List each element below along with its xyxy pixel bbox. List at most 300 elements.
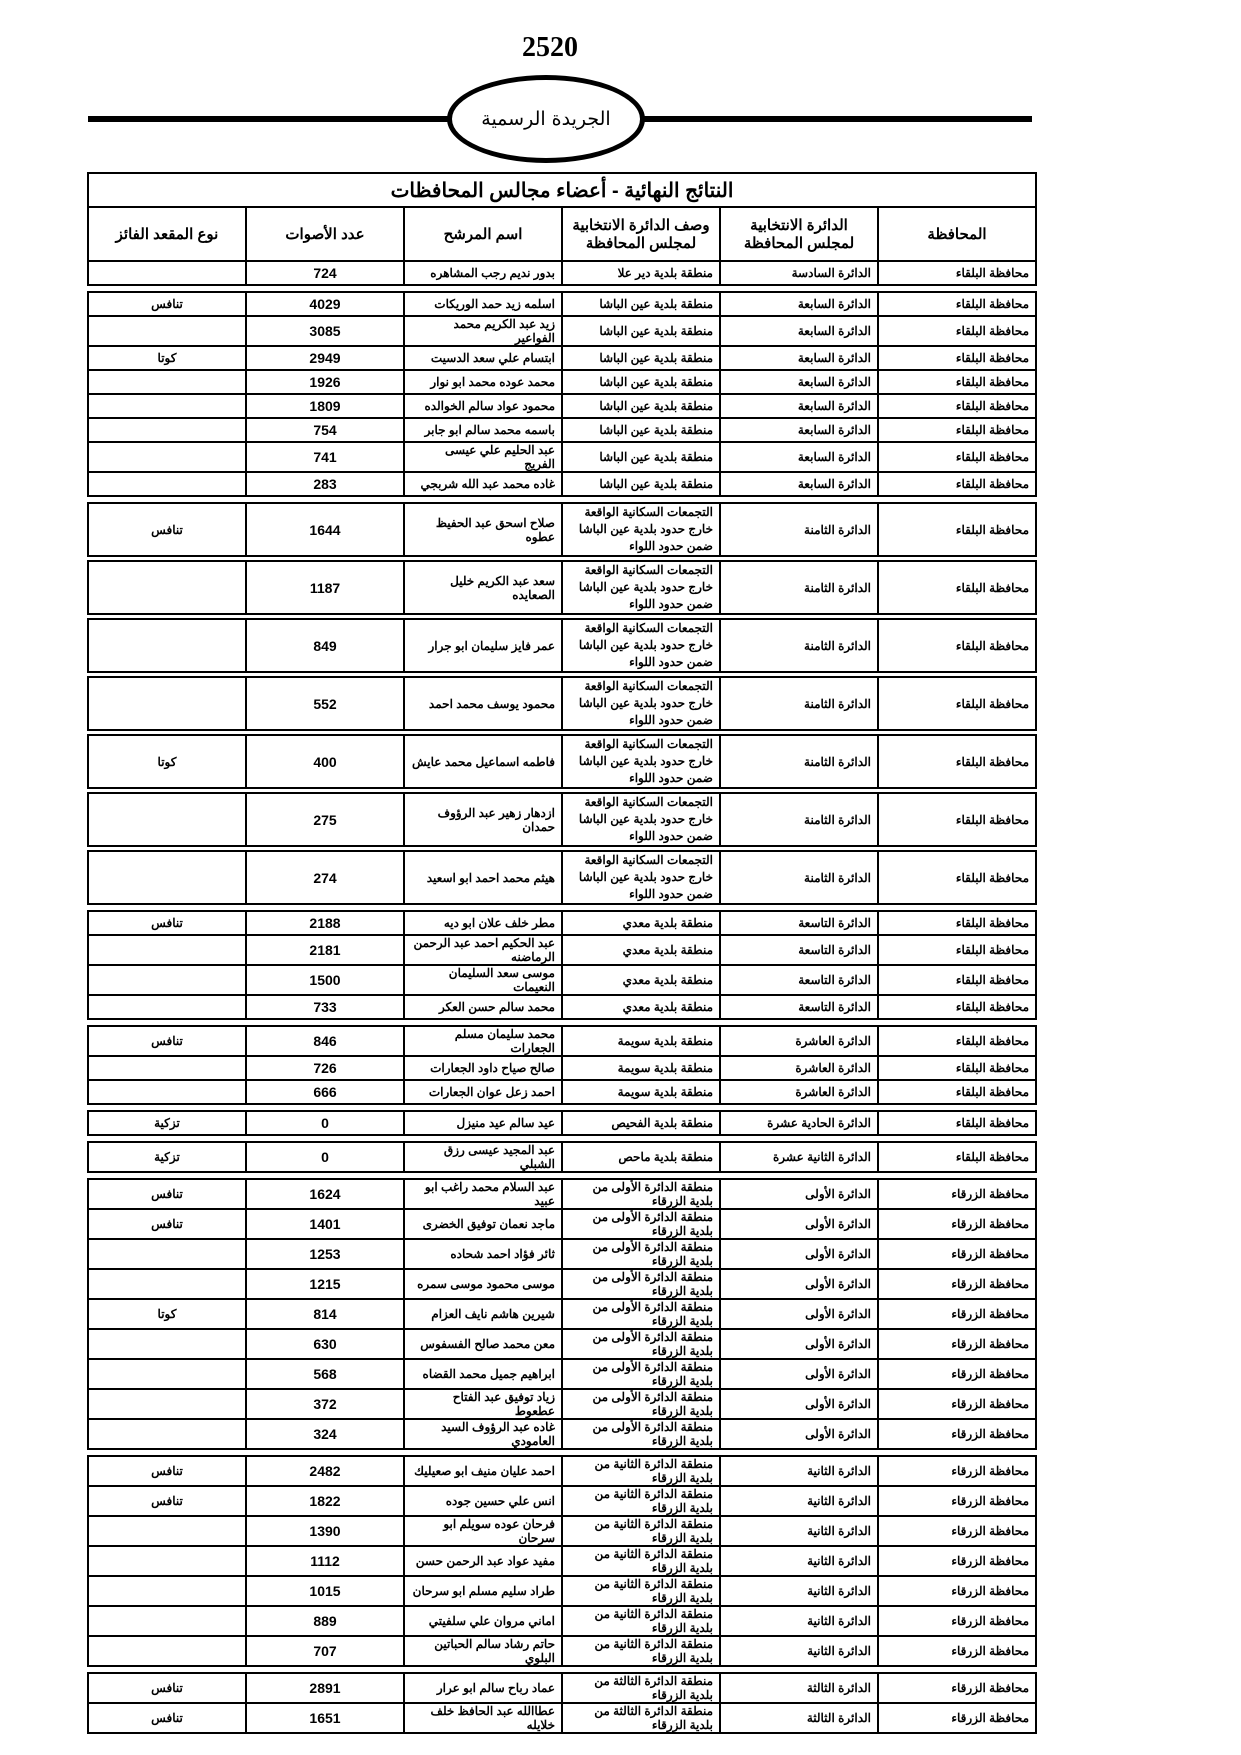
district-cell: الدائرة الأولى: [720, 1419, 878, 1449]
table-row: [88, 503, 1036, 556]
description-cell: منطقة بلدية سويمة: [562, 1056, 720, 1080]
group-gap: [88, 1449, 1036, 1456]
candidate-name-cell: انس علي حسين جوده: [404, 1486, 562, 1516]
candidate-name-cell: بدور نديم رجب المشاهره: [404, 261, 562, 285]
candidate-name-cell: اسلمه زيد حمد الوريكات: [404, 292, 562, 316]
seat-type-cell: [88, 1056, 246, 1080]
table-row: [88, 418, 1036, 442]
governorate-cell: محافظة الزرقاء: [878, 1703, 1036, 1733]
candidate-name-cell: فرحان عوده سويلم ابو سرحان: [404, 1516, 562, 1546]
votes-cell: 1809: [246, 394, 404, 418]
district-cell: الدائرة الثانية عشرة: [720, 1142, 878, 1172]
group-gap: [88, 1104, 1036, 1111]
governorate-cell: محافظة الزرقاء: [878, 1209, 1036, 1239]
description-cell: منطقة الدائرة الأولى من بلدية الزرقاء: [562, 1269, 720, 1299]
seat-type-cell: [88, 1080, 246, 1104]
district-cell: الدائرة الثانية: [720, 1636, 878, 1666]
candidate-name-cell: زيد عبد الكريم محمد الفواعير: [404, 316, 562, 346]
seat-type-cell: تنافس: [88, 503, 246, 556]
district-cell: الدائرة السابعة: [720, 418, 878, 442]
votes-cell: 324: [246, 1419, 404, 1449]
votes-cell: 733: [246, 995, 404, 1019]
votes-cell: 846: [246, 1026, 404, 1056]
table-row: [88, 1673, 1036, 1703]
description-cell: منطقة بلدية معدي: [562, 935, 720, 965]
table-row: [88, 292, 1036, 316]
candidate-name-cell: هيثم محمد احمد ابو اسعيد: [404, 851, 562, 904]
district-cell: الدائرة الأولى: [720, 1299, 878, 1329]
governorate-cell: محافظة البلقاء: [878, 1056, 1036, 1080]
governorate-cell: محافظة الزرقاء: [878, 1239, 1036, 1269]
description-cell: منطقة بلدية سويمة: [562, 1080, 720, 1104]
description-cell: منطقة الدائرة الأولى من بلدية الزرقاء: [562, 1179, 720, 1209]
governorate-cell: محافظة البلقاء: [878, 472, 1036, 496]
seat-type-cell: [88, 1516, 246, 1546]
table-row: [88, 1026, 1036, 1056]
district-cell: الدائرة التاسعة: [720, 935, 878, 965]
seat-type-cell: [88, 793, 246, 846]
table-row: [88, 1209, 1036, 1239]
governorate-cell: محافظة البلقاء: [878, 442, 1036, 472]
governorate-cell: محافظة البلقاء: [878, 261, 1036, 285]
seat-type-cell: [88, 442, 246, 472]
seat-type-cell: كوتا: [88, 1299, 246, 1329]
votes-cell: 1651: [246, 1703, 404, 1733]
seat-type-cell: [88, 619, 246, 672]
description-cell: منطقة بلدية عين الباشا: [562, 418, 720, 442]
seat-type-cell: [88, 472, 246, 496]
governorate-cell: محافظة البلقاء: [878, 1111, 1036, 1135]
candidate-name-cell: ازدهار زهير عبد الرؤوف حمدان: [404, 793, 562, 846]
table-row: [88, 1179, 1036, 1209]
seat-type-cell: [88, 1389, 246, 1419]
header-governorate: المحافظة: [878, 207, 1036, 261]
candidate-name-cell: عبد السلام محمد راغب ابو عبيد: [404, 1179, 562, 1209]
gazette-title: الجريدة الرسمية: [481, 108, 611, 130]
governorate-cell: محافظة البلقاء: [878, 561, 1036, 614]
description-cell: منطقة بلدية معدي: [562, 995, 720, 1019]
votes-cell: 1926: [246, 370, 404, 394]
seat-type-cell: تنافس: [88, 1179, 246, 1209]
district-cell: الدائرة الثامنة: [720, 561, 878, 614]
candidate-name-cell: محمد سليمان مسلم الجعارات: [404, 1026, 562, 1056]
governorate-cell: محافظة الزرقاء: [878, 1389, 1036, 1419]
district-cell: الدائرة الأولى: [720, 1179, 878, 1209]
votes-cell: 1215: [246, 1269, 404, 1299]
candidate-name-cell: احمد زعل عوان الجعارات: [404, 1080, 562, 1104]
seat-type-cell: [88, 394, 246, 418]
candidate-name-cell: ماجد نعمان توفيق الخضرى: [404, 1209, 562, 1239]
seat-type-cell: [88, 316, 246, 346]
candidate-name-cell: محمد عوده محمد ابو نوار: [404, 370, 562, 394]
table-row: [88, 965, 1036, 995]
seat-type-cell: [88, 851, 246, 904]
district-cell: الدائرة التاسعة: [720, 911, 878, 935]
governorate-cell: محافظة البلقاء: [878, 316, 1036, 346]
gap-cell: [88, 1019, 1036, 1026]
votes-cell: 1253: [246, 1239, 404, 1269]
candidate-name-cell: مفيد عواد عبد الرحمن حسن: [404, 1546, 562, 1576]
district-cell: الدائرة الثانية: [720, 1546, 878, 1576]
votes-cell: 4029: [246, 292, 404, 316]
governorate-cell: محافظة البلقاء: [878, 1142, 1036, 1172]
table-row: [88, 1419, 1036, 1449]
seat-type-cell: [88, 261, 246, 285]
district-cell: الدائرة الأولى: [720, 1209, 878, 1239]
candidate-name-cell: غاده عبد الرؤوف السيد العامودي: [404, 1419, 562, 1449]
page-number: 2520: [522, 32, 578, 63]
table-row: [88, 561, 1036, 614]
seat-type-cell: [88, 995, 246, 1019]
seat-type-cell: [88, 1606, 246, 1636]
seat-type-cell: تنافس: [88, 1486, 246, 1516]
seat-type-cell: تنافس: [88, 1026, 246, 1056]
seat-type-cell: [88, 1329, 246, 1359]
district-cell: الدائرة السابعة: [720, 472, 878, 496]
seat-type-cell: تنافس: [88, 1703, 246, 1733]
table-row: [88, 911, 1036, 935]
district-cell: الدائرة الثامنة: [720, 619, 878, 672]
candidate-name-cell: طراد سليم مسلم ابو سرحان: [404, 1576, 562, 1606]
group-gap: [88, 496, 1036, 503]
votes-cell: 1187: [246, 561, 404, 614]
governorate-cell: محافظة الزرقاء: [878, 1299, 1036, 1329]
table-row: [88, 1359, 1036, 1389]
table-row: [88, 851, 1036, 904]
gap-cell: [88, 496, 1036, 503]
description-cell: التجمعات السكانية الواقعة خارج حدود بلدية عين الباشا ضمن حدود اللواء: [562, 793, 720, 846]
candidate-name-cell: محمد سالم حسن العكر: [404, 995, 562, 1019]
governorate-cell: محافظة البلقاء: [878, 503, 1036, 556]
district-cell: الدائرة التاسعة: [720, 995, 878, 1019]
votes-cell: 741: [246, 442, 404, 472]
description-cell: منطقة الدائرة الثانية من بلدية الزرقاء: [562, 1486, 720, 1516]
candidate-name-cell: محمود عواد سالم الخوالده: [404, 394, 562, 418]
governorate-cell: محافظة الزرقاء: [878, 1636, 1036, 1666]
gap-cell: [88, 904, 1036, 911]
seat-type-cell: كوتا: [88, 346, 246, 370]
table-row: [88, 735, 1036, 788]
candidate-name-cell: عيد سالم عيد منيزل: [404, 1111, 562, 1135]
district-cell: الدائرة الثالثة: [720, 1673, 878, 1703]
governorate-cell: محافظة الزرقاء: [878, 1546, 1036, 1576]
votes-cell: 2181: [246, 935, 404, 965]
district-cell: الدائرة الأولى: [720, 1269, 878, 1299]
district-cell: الدائرة السابعة: [720, 394, 878, 418]
candidate-name-cell: مطر خلف علان ابو ديه: [404, 911, 562, 935]
table-row: [88, 1636, 1036, 1666]
description-cell: منطقة الدائرة الثانية من بلدية الزرقاء: [562, 1516, 720, 1546]
gap-cell: [88, 285, 1036, 292]
votes-cell: 2188: [246, 911, 404, 935]
table-title: النتائج النهائية - أعضاء مجالس المحافظات: [88, 173, 1036, 207]
description-cell: منطقة الدائرة الثالثة من بلدية الزرقاء: [562, 1703, 720, 1733]
candidate-name-cell: حاتم رشاد سالم الحباتين البلوي: [404, 1636, 562, 1666]
district-cell: الدائرة الثامنة: [720, 851, 878, 904]
seat-type-cell: [88, 418, 246, 442]
seat-type-cell: [88, 1546, 246, 1576]
gap-cell: [88, 1449, 1036, 1456]
votes-cell: 1390: [246, 1516, 404, 1546]
votes-cell: 889: [246, 1606, 404, 1636]
description-cell: منطقة بلدية معدي: [562, 965, 720, 995]
district-cell: الدائرة الثانية: [720, 1516, 878, 1546]
district-cell: الدائرة الأولى: [720, 1239, 878, 1269]
description-cell: التجمعات السكانية الواقعة خارج حدود بلدية عين الباشا ضمن حدود اللواء: [562, 619, 720, 672]
candidate-name-cell: زياد توفيق عبد الفتاح عطعوط: [404, 1389, 562, 1419]
description-cell: منطقة بلدية عين الباشا: [562, 292, 720, 316]
governorate-cell: محافظة الزرقاء: [878, 1269, 1036, 1299]
district-cell: الدائرة الثالثة: [720, 1703, 878, 1733]
header-candidate: اسم المرشح: [404, 207, 562, 261]
seat-type-cell: تنافس: [88, 1673, 246, 1703]
votes-cell: 849: [246, 619, 404, 672]
description-cell: منطقة بلدية عين الباشا: [562, 472, 720, 496]
description-cell: منطقة بلدية عين الباشا: [562, 442, 720, 472]
seat-type-cell: [88, 370, 246, 394]
description-cell: منطقة الدائرة الأولى من بلدية الزرقاء: [562, 1299, 720, 1329]
seat-type-cell: تزكية: [88, 1111, 246, 1135]
votes-cell: 754: [246, 418, 404, 442]
votes-cell: 275: [246, 793, 404, 846]
gap-cell: [88, 1104, 1036, 1111]
seat-type-cell: تنافس: [88, 292, 246, 316]
table-row: [88, 1456, 1036, 1486]
description-cell: منطقة بلدية سويمة: [562, 1026, 720, 1056]
governorate-cell: محافظة البلقاء: [878, 418, 1036, 442]
votes-cell: 1015: [246, 1576, 404, 1606]
votes-cell: 666: [246, 1080, 404, 1104]
governorate-cell: محافظة البلقاء: [878, 1026, 1036, 1056]
candidate-name-cell: موسى محمود موسى سمره: [404, 1269, 562, 1299]
governorate-cell: محافظة الزرقاء: [878, 1606, 1036, 1636]
candidate-name-cell: عبد الحكيم احمد عبد الرحمن الرماضنه: [404, 935, 562, 965]
district-cell: الدائرة الثامنة: [720, 793, 878, 846]
description-cell: منطقة بلدية معدي: [562, 911, 720, 935]
candidate-name-cell: عماد رباح سالم ابو عرار: [404, 1673, 562, 1703]
district-cell: الدائرة الثانية: [720, 1576, 878, 1606]
description-cell: منطقة بلدية عين الباشا: [562, 370, 720, 394]
votes-cell: 2949: [246, 346, 404, 370]
district-cell: الدائرة الأولى: [720, 1389, 878, 1419]
table-row: [88, 1239, 1036, 1269]
header-district: الدائرة الانتخابية لمجلس المحافظة: [720, 207, 878, 261]
table-row: [88, 261, 1036, 285]
district-cell: الدائرة الثامنة: [720, 735, 878, 788]
description-cell: منطقة الدائرة الثانية من بلدية الزرقاء: [562, 1546, 720, 1576]
candidate-name-cell: معن محمد صالح الفسفوس: [404, 1329, 562, 1359]
group-gap: [88, 1666, 1036, 1673]
seat-type-cell: [88, 677, 246, 730]
candidate-name-cell: محمود يوسف محمد احمد: [404, 677, 562, 730]
table-row: [88, 1389, 1036, 1419]
description-cell: منطقة الدائرة الأولى من بلدية الزرقاء: [562, 1419, 720, 1449]
seat-type-cell: [88, 1576, 246, 1606]
district-cell: الدائرة العاشرة: [720, 1080, 878, 1104]
district-cell: الدائرة الثامنة: [720, 677, 878, 730]
seat-type-cell: كوتا: [88, 735, 246, 788]
governorate-cell: محافظة البلقاء: [878, 911, 1036, 935]
governorate-cell: محافظة البلقاء: [878, 619, 1036, 672]
district-cell: الدائرة العاشرة: [720, 1056, 878, 1080]
governorate-cell: محافظة الزرقاء: [878, 1576, 1036, 1606]
description-cell: التجمعات السكانية الواقعة خارج حدود بلدية عين الباشا ضمن حدود اللواء: [562, 735, 720, 788]
candidate-name-cell: ابتسام علي سعد الدسيت: [404, 346, 562, 370]
group-gap: [88, 1172, 1036, 1179]
seat-type-cell: [88, 1636, 246, 1666]
district-cell: الدائرة التاسعة: [720, 965, 878, 995]
table-row: [88, 394, 1036, 418]
description-cell: التجمعات السكانية الواقعة خارج حدود بلدية عين الباشا ضمن حدود اللواء: [562, 851, 720, 904]
governorate-cell: محافظة الزرقاء: [878, 1359, 1036, 1389]
candidate-name-cell: صلاح اسحق عبد الحفيظ عطوه: [404, 503, 562, 556]
description-cell: التجمعات السكانية الواقعة خارج حدود بلدية عين الباشا ضمن حدود اللواء: [562, 503, 720, 556]
table-row: [88, 1516, 1036, 1546]
governorate-cell: محافظة البلقاء: [878, 851, 1036, 904]
votes-cell: 568: [246, 1359, 404, 1389]
governorate-cell: محافظة الزرقاء: [878, 1329, 1036, 1359]
table-body: [88, 261, 1036, 1733]
votes-cell: 1500: [246, 965, 404, 995]
table-row: [88, 1606, 1036, 1636]
candidate-name-cell: ابراهيم جميل محمد القضاه: [404, 1359, 562, 1389]
votes-cell: 552: [246, 677, 404, 730]
governorate-cell: محافظة الزرقاء: [878, 1516, 1036, 1546]
district-cell: الدائرة الثانية: [720, 1456, 878, 1486]
district-cell: الدائرة الأولى: [720, 1359, 878, 1389]
table-row: [88, 316, 1036, 346]
governorate-cell: محافظة الزرقاء: [878, 1419, 1036, 1449]
results-table-wrapper: [87, 172, 1037, 1734]
results-table: [87, 172, 1037, 1734]
governorate-cell: محافظة الزرقاء: [878, 1486, 1036, 1516]
table-row: [88, 995, 1036, 1019]
district-cell: الدائرة السادسة: [720, 261, 878, 285]
seat-type-cell: تنافس: [88, 911, 246, 935]
group-gap: [88, 1019, 1036, 1026]
candidate-name-cell: عبد الحليم علي عيسى الفريج: [404, 442, 562, 472]
table-row: [88, 1703, 1036, 1733]
district-cell: الدائرة السابعة: [720, 370, 878, 394]
gap-cell: [88, 1135, 1036, 1142]
description-cell: منطقة الدائرة الأولى من بلدية الزرقاء: [562, 1329, 720, 1359]
votes-cell: 3085: [246, 316, 404, 346]
votes-cell: 707: [246, 1636, 404, 1666]
seat-type-cell: تنافس: [88, 1209, 246, 1239]
table-row: [88, 1486, 1036, 1516]
table-row: [88, 1142, 1036, 1172]
table-row: [88, 1546, 1036, 1576]
governorate-cell: محافظة البلقاء: [878, 995, 1036, 1019]
candidate-name-cell: فاطمه اسماعيل محمد عايش: [404, 735, 562, 788]
table-row: [88, 1576, 1036, 1606]
table-row: [88, 793, 1036, 846]
governorate-cell: محافظة البلقاء: [878, 394, 1036, 418]
table-row: [88, 1111, 1036, 1135]
votes-cell: 372: [246, 1389, 404, 1419]
district-cell: الدائرة السابعة: [720, 292, 878, 316]
candidate-name-cell: غاده محمد عبد الله شربجي: [404, 472, 562, 496]
description-cell: منطقة بلدية ماحص: [562, 1142, 720, 1172]
candidate-name-cell: موسى سعد السليمان النعيمات: [404, 965, 562, 995]
candidate-name-cell: عطاالله عبد الحافظ خلف خلايله: [404, 1703, 562, 1733]
candidate-name-cell: شيرين هاشم نايف العزام: [404, 1299, 562, 1329]
seat-type-cell: [88, 561, 246, 614]
gap-cell: [88, 1172, 1036, 1179]
table-row: [88, 346, 1036, 370]
votes-cell: 724: [246, 261, 404, 285]
table-row: [88, 1299, 1036, 1329]
votes-cell: 726: [246, 1056, 404, 1080]
candidate-name-cell: احمد عليان منيف ابو صعيليك: [404, 1456, 562, 1486]
table-row: [88, 619, 1036, 672]
district-cell: الدائرة السابعة: [720, 346, 878, 370]
governorate-cell: محافظة الزرقاء: [878, 1456, 1036, 1486]
governorate-cell: محافظة البلقاء: [878, 677, 1036, 730]
district-cell: الدائرة الحادية عشرة: [720, 1111, 878, 1135]
description-cell: منطقة بلدية عين الباشا: [562, 346, 720, 370]
candidate-name-cell: عبد المجيد عيسى رزق الشبلي: [404, 1142, 562, 1172]
description-cell: منطقة الدائرة الثانية من بلدية الزرقاء: [562, 1576, 720, 1606]
table-row: [88, 677, 1036, 730]
header-row: [88, 207, 1036, 261]
group-gap: [88, 904, 1036, 911]
seat-type-cell: تزكية: [88, 1142, 246, 1172]
votes-cell: 2482: [246, 1456, 404, 1486]
table-row: [88, 1056, 1036, 1080]
description-cell: منطقة بلدية عين الباشا: [562, 316, 720, 346]
governorate-cell: محافظة البلقاء: [878, 965, 1036, 995]
seat-type-cell: [88, 1359, 246, 1389]
district-cell: الدائرة العاشرة: [720, 1026, 878, 1056]
votes-cell: 283: [246, 472, 404, 496]
group-gap: [88, 285, 1036, 292]
district-cell: الدائرة الأولى: [720, 1329, 878, 1359]
governorate-cell: محافظة البلقاء: [878, 1080, 1036, 1104]
group-gap: [88, 1135, 1036, 1142]
governorate-cell: محافظة البلقاء: [878, 370, 1036, 394]
votes-cell: 1112: [246, 1546, 404, 1576]
header-description: وصف الدائرة الانتخابية لمجلس المحافظة: [562, 207, 720, 261]
seat-type-cell: [88, 965, 246, 995]
gazette-title-oval: [447, 75, 645, 163]
table-row: [88, 1329, 1036, 1359]
candidate-name-cell: اماني مروان علي سلفيتي: [404, 1606, 562, 1636]
governorate-cell: محافظة الزرقاء: [878, 1179, 1036, 1209]
description-cell: منطقة الدائرة الثالثة من بلدية الزرقاء: [562, 1673, 720, 1703]
gap-cell: [88, 1666, 1036, 1673]
district-cell: الدائرة السابعة: [720, 316, 878, 346]
table-row: [88, 1269, 1036, 1299]
description-cell: منطقة الدائرة الأولى من بلدية الزرقاء: [562, 1239, 720, 1269]
description-cell: منطقة الدائرة الثانية من بلدية الزرقاء: [562, 1456, 720, 1486]
votes-cell: 2891: [246, 1673, 404, 1703]
description-cell: منطقة بلدية دير علا: [562, 261, 720, 285]
governorate-cell: محافظة البلقاء: [878, 935, 1036, 965]
description-cell: منطقة الدائرة الأولى من بلدية الزرقاء: [562, 1389, 720, 1419]
governorate-cell: محافظة البلقاء: [878, 735, 1036, 788]
candidate-name-cell: صالح صياح داود الجعارات: [404, 1056, 562, 1080]
description-cell: التجمعات السكانية الواقعة خارج حدود بلدية عين الباشا ضمن حدود اللواء: [562, 561, 720, 614]
governorate-cell: محافظة البلقاء: [878, 793, 1036, 846]
table-row: [88, 1080, 1036, 1104]
description-cell: منطقة الدائرة الأولى من بلدية الزرقاء: [562, 1359, 720, 1389]
description-cell: منطقة الدائرة الثانية من بلدية الزرقاء: [562, 1636, 720, 1666]
votes-cell: 0: [246, 1142, 404, 1172]
votes-cell: 274: [246, 851, 404, 904]
description-cell: منطقة الدائرة الثانية من بلدية الزرقاء: [562, 1606, 720, 1636]
district-cell: الدائرة الثانية: [720, 1486, 878, 1516]
